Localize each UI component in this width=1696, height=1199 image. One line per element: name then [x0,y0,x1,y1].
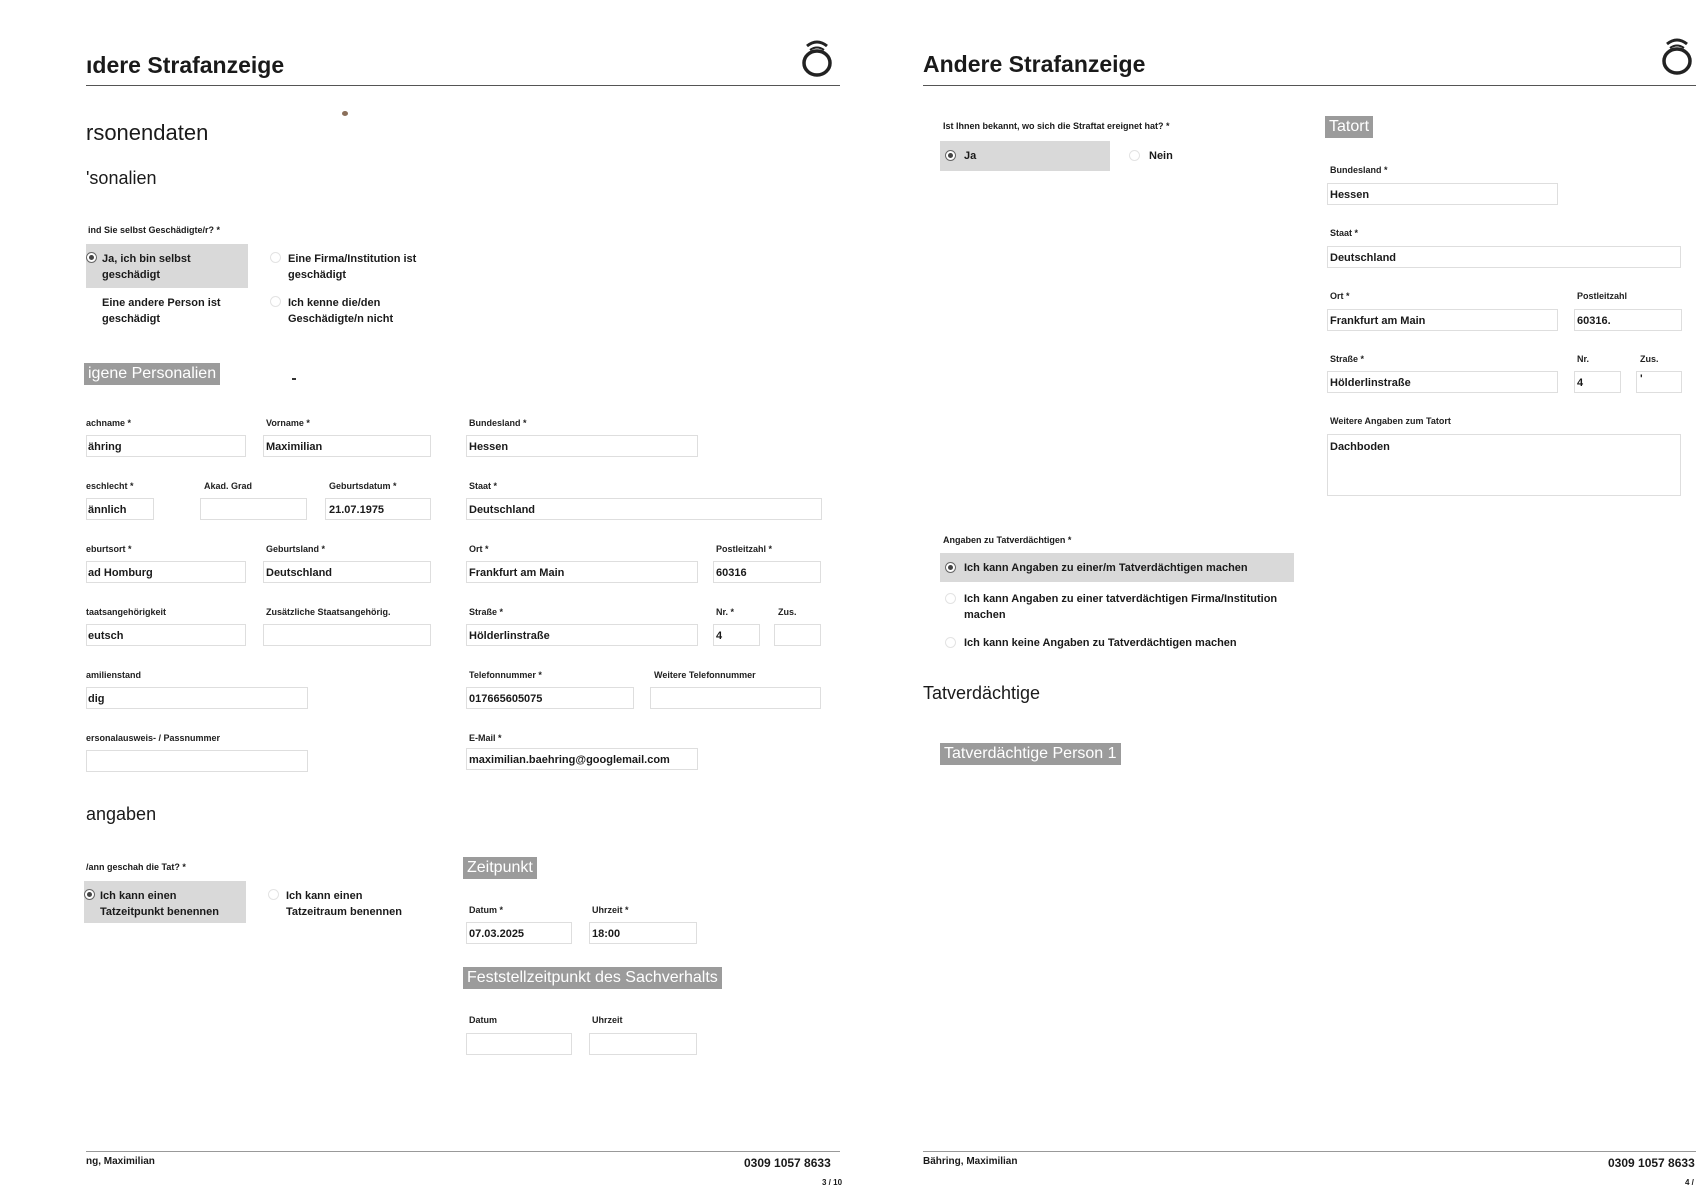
footer-vorgangsnummer: 0309 1057 8633 [1608,1156,1695,1170]
value-strasse: Hölderlinstraße [469,630,550,642]
label-weitere-angaben: Weitere Angaben zum Tatort [1330,416,1451,426]
page-title: Andere Strafanzeige [923,51,1146,77]
value-tatort-zus: ' [1640,373,1643,385]
label-feststell-uhrzeit: Uhrzeit [592,1015,623,1025]
option-andere-person[interactable]: Eine andere Person ist geschädigt [102,297,221,325]
field-weitere-telefon[interactable] [650,687,821,709]
label-datum: Datum * [469,905,504,915]
label-tatort-strasse: Straße * [1330,354,1365,364]
question-geschaedigt: ind Sie selbst Geschädigte/r? * [88,225,221,235]
option-firma[interactable]: Ich kann Angaben zu einer tatverdächtigen Firma/Institution machen [964,593,1278,621]
label-vorname: Vorname * [266,418,310,428]
page-number: 3 / 10 [822,1178,843,1187]
label-telefon: Telefonnummer * [469,670,542,680]
field-familienstand[interactable] [86,687,308,709]
label-akad-grad: Akad. Grad [204,481,253,491]
value-tatort-staat: Deutschland [1330,252,1397,264]
radio-selected-icon[interactable] [86,252,97,263]
header-tatort: Tatort [1325,116,1373,138]
label-ausweis: ersonalausweis- / Passnummer [86,733,221,743]
radio-unselected-icon[interactable] [270,296,281,307]
label-geburtsdatum: Geburtsdatum * [329,481,397,491]
value-weitere-angaben: Dachboden [1330,441,1390,453]
field-feststell-datum[interactable] [466,1033,572,1055]
value-uhrzeit: 18:00 [592,928,621,940]
label-geburtsland: Geburtsland * [266,544,326,554]
value-nachname: ähring [88,441,122,453]
value-tatort-nr: 4 [1577,377,1584,389]
header-feststellzeitpunkt: Feststellzeitpunkt des Sachverhalts [463,967,722,989]
label-staatsangehoerigkeit: taatsangehörigkeit [86,607,167,617]
value-staatsangehoerigkeit: eutsch [88,630,124,642]
value-geburtsdatum: 21.07.1975 [329,504,385,516]
title-rule [923,85,1696,86]
option-keine-angaben[interactable]: Ich kann keine Angaben zu Tatverdächtigen machen [964,637,1237,649]
footer-name: Bähring, Maximilian [923,1156,1018,1167]
police-logo-icon [800,36,834,78]
value-postleitzahl: 60316 [716,567,747,579]
page-title: ıdere Strafanzeige [86,52,285,78]
footer-name: ng, Maximilian [86,1156,155,1167]
label-strasse: Straße * [469,607,504,617]
radio-unselected-icon[interactable] [270,252,281,263]
value-datum: 07.03.2025 [469,928,525,940]
label-weitere-telefon: Weitere Telefonnummer [654,670,756,680]
label-familienstand: amilienstand [86,670,142,680]
option-tatzeitpunkt[interactable]: Ich kann einen Tatzeitpunkt benennen [100,890,219,918]
value-nr: 4 [716,630,723,642]
label-bundesland: Bundesland * [469,418,527,428]
footer-vorgangsnummer: 0309 1057 8633 [744,1156,831,1170]
radio-unselected-icon[interactable] [945,593,956,604]
field-akad-grad[interactable] [200,498,307,520]
value-tatort-plz: 60316. [1577,315,1611,327]
value-email: maximilian.baehring@googlemail.com [469,754,670,766]
header-eigene-personalien: igene Personalien [84,363,220,385]
label-geburtsort: eburtsort * [86,544,132,554]
question-wann: /ann geschah die Tat? * [86,862,186,872]
label-postleitzahl: Postleitzahl * [716,544,773,554]
label-staat: Staat * [469,481,498,491]
label-nachname: achname * [86,418,132,428]
label-email: E-Mail * [469,733,502,743]
value-telefon: 017665605075 [469,693,543,705]
label-geschlecht: eschlecht * [86,481,134,491]
header-tatverdaechtige-person-1: Tatverdächtige Person 1 [940,743,1121,765]
label-zusaetzliche-staatsang: Zusätzliche Staatsangehörig. [266,607,391,617]
section-tatverdaechtige: Tatverdächtige [923,683,1041,703]
option-nein[interactable]: Nein [1149,150,1173,162]
value-geburtsort: ad Homburg [88,567,153,579]
label-tatort-zus: Zus. [1640,354,1659,364]
label-tatort-plz: Postleitzahl [1577,291,1628,301]
footer-rule [923,1151,1696,1152]
value-staat: Deutschland [469,504,536,516]
value-ort: Frankfurt am Main [469,567,565,579]
label-feststell-datum: Datum [469,1015,498,1025]
label-ort: Ort * [469,544,489,554]
label-tatort-staat: Staat * [1330,228,1359,238]
option-tatzeitraum[interactable]: Ich kann einen Tatzeitraum benennen [286,890,402,918]
paper-speck [342,111,348,116]
option-person[interactable]: Ich kann Angaben zu einer/m Tatverdächtigen machen [964,562,1248,574]
option-firma[interactable]: Eine Firma/Institution ist geschädigt [288,253,417,281]
radio-selected-icon[interactable] [84,889,95,900]
radio-unselected-icon[interactable] [1129,150,1140,161]
field-zusaetzliche-staatsang[interactable] [263,624,431,646]
section-personalien: 'sonalien [86,168,157,188]
question-tatort-bekannt: Ist Ihnen bekannt, wo sich die Straftat ereignet hat? * [943,121,1170,131]
value-geschlecht: ännlich [88,504,127,516]
paper-mark [292,378,296,380]
page-number: 4 / [1685,1178,1694,1187]
label-uhrzeit: Uhrzeit * [592,905,629,915]
value-bundesland: Hessen [469,441,509,453]
option-kenne-nicht[interactable]: Ich kenne die/den Geschädigte/n nicht [288,297,394,325]
field-zusatz[interactable] [774,624,821,646]
value-vorname: Maximilian [266,441,323,453]
header-zeitpunkt: Zeitpunkt [463,857,537,879]
police-logo-icon [1660,34,1694,76]
option-ja-selbst[interactable]: Ja, ich bin selbst geschädigt [102,253,191,281]
value-familienstand: dig [88,693,105,705]
field-feststell-uhrzeit[interactable] [589,1033,697,1055]
label-tatort-nr: Nr. [1577,354,1590,364]
label-tatort-bundesland: Bundesland * [1330,165,1388,175]
label-nr: Nr. * [716,607,735,617]
field-ausweis[interactable] [86,750,308,772]
radio-unselected-icon[interactable] [268,889,279,900]
label-tatort-ort: Ort * [1330,291,1350,301]
radio-unselected-icon[interactable] [945,637,956,648]
footer-rule [86,1151,840,1152]
value-geburtsland: Deutschland [266,567,333,579]
option-ja[interactable]: Ja [964,150,977,162]
section-tatangaben: angaben [86,804,157,824]
radio-selected-icon[interactable] [945,150,956,161]
value-tatort-strasse: Hölderlinstraße [1330,377,1411,389]
question-verdaechtige: Angaben zu Tatverdächtigen * [943,535,1072,545]
title-rule [86,85,840,86]
radio-selected-icon[interactable] [945,562,956,573]
label-zusatz: Zus. [778,607,797,617]
section-personendaten: rsonendaten [86,120,209,145]
value-tatort-ort: Frankfurt am Main [1330,315,1426,327]
value-tatort-bundesland: Hessen [1330,189,1370,201]
